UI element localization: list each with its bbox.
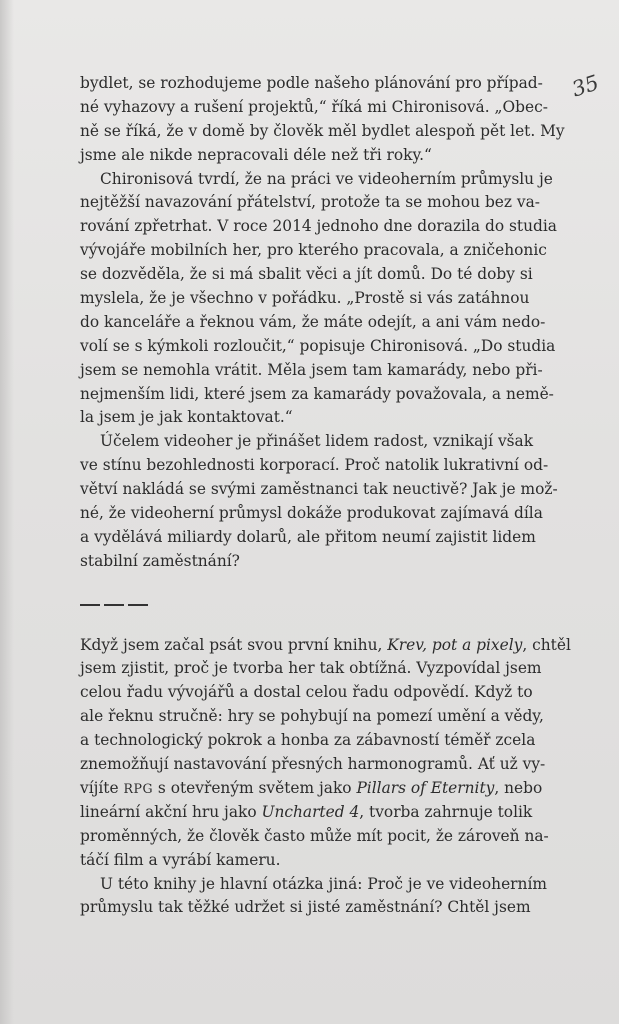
text-line: rování zpřetrhat. V roce 2014 jednoho dne dorazila do studia [80,217,557,236]
page-number: 35 [568,70,602,102]
text-line: se dozvěděla, že si má sbalit věci a jít domů. Do té doby si [80,265,533,284]
section-gap [80,616,550,634]
text-line: Chironisová tvrdí, že na práci ve videoherním průmyslu je [100,169,553,188]
text-line: nejmenším lidi, které jsem za kamarády považovala, a nemě- [80,384,554,403]
game-title: Pillars of Eternity [356,778,495,797]
text-line: průmyslu tak těžké udržet si jisté zaměstnání? Chtěl jsem [80,898,531,917]
paragraph-purpose [80,430,558,573]
text-line [80,634,571,658]
text-run: Když jsem začal psát svou první knihu, [80,635,388,654]
divider-dash [128,604,148,606]
paragraph-first-book [80,634,571,873]
text-line: ně se říká, že v domě by člověk měl bydlet alespoň pět let. My [80,121,565,140]
divider-dash [104,604,124,606]
text-line: znemožňují nastavování přesných harmonogramů. Ať už vy- [80,755,546,774]
text-line: jsem zjistit, proč je tvorba her tak obtížná. Vyzpovídal jsem [80,659,542,678]
text-run: , chtěl [522,635,571,654]
game-title: Uncharted 4 [261,802,360,821]
paragraph-friendships [80,168,557,431]
text-line [80,801,550,825]
text-line: né vyhazovy a rušení projektů,“ říká mi Chironisová. „Obec- [80,97,548,116]
body-text [80,72,571,920]
section-divider [80,592,550,616]
text-line: proměnných, že člověk často může mít pocit, že zároveň na- [80,826,549,845]
text-line: a vydělává miliardy dolarů, ale přitom neumí zajistit lidem [80,527,536,546]
text-line: Účelem videoher je přinášet lidem radost, vznikají však [100,432,534,451]
paragraph-continuation [80,72,565,168]
text-line: nejtěžší navazování přátelství, protože ta se mohou bez va- [80,193,540,212]
text-line: stabilní zaměstnání? [80,551,240,570]
text-line: U této knihy je hlavní otázka jiná: Proč je ve videoherním [100,874,547,893]
text-line: a technologický pokrok a honba za zábavností téměř zcela [80,731,536,750]
text-line: celou řadu vývojářů a dostal celou řadu odpovědí. Když to [80,683,533,702]
text-run: víjíte [80,778,124,797]
text-run: s otevřeným světem jako [153,778,357,797]
text-line: jsem se nemohla vrátit. Měla jsem tam kamarády, nebo při- [80,360,543,379]
text-line: ve stínu bezohlednosti korporací. Proč natolik lukrativní od- [80,456,549,475]
text-run: , nebo [494,778,543,797]
text-line: větví nakládá se svými zaměstnanci tak neuctivě? Jak je mož- [80,480,558,499]
text-line: la jsem je jak kontaktovat.“ [80,408,293,427]
text-line: volí se s kýmkoli rozloučit,“ popisuje Chironisová. „Do studia [80,336,556,355]
text-line: jsme ale nikde nepracovali déle než tři roky.“ [80,145,432,164]
section-gap [80,574,550,592]
text-line: myslela, že je všechno v pořádku. „Prostě si vás zatáhnou [80,289,530,308]
text-line: do kanceláře a řeknou vám, že máte odejít, a ani vám nedo- [80,312,546,331]
paragraph-this-book [80,873,550,921]
text-line: vývojáře mobilních her, pro kterého pracovala, a zničehonic [80,241,547,260]
text-line: bydlet, se rozhodujeme podle našeho plánování pro případ- [80,74,543,92]
abbreviation: RPG [123,780,154,796]
text-run: lineární akční hru jako [80,802,262,821]
text-line: táčí film a vyrábí kameru. [80,850,281,869]
divider-dash [80,604,100,606]
text-line: né, že videoherní průmysl dokáže produkovat zajímavá díla [80,504,543,523]
text-line [80,777,550,801]
text-line: ale řeknu stručně: hry se pohybují na pomezí umění a vědy, [80,707,544,726]
text-run: , tvorba zahrnuje tolik [359,802,533,821]
book-title: Krev, pot a pixely [387,635,523,654]
